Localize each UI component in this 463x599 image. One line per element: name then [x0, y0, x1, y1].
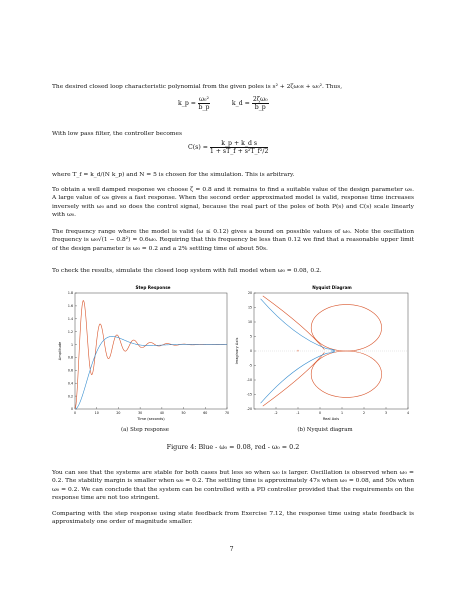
kp-denominator: b_p [198, 104, 210, 111]
cs-lhs: C(s) = [188, 144, 208, 151]
kd-lhs: k_d = [231, 100, 250, 107]
nyquist-y-tick-label: 15 [247, 305, 252, 310]
nyquist-critical-point: + [296, 349, 300, 354]
step-y-tick-label: 1.6 [67, 304, 73, 309]
step-y-tick-label: 0.2 [67, 394, 73, 399]
step-y-tick-label: 1.8 [67, 291, 73, 296]
cs-numerator: k_p + k_d s [210, 140, 269, 148]
nyquist-y-tick-label: 0 [249, 349, 252, 354]
step-x-tick-label: 60 [203, 411, 208, 415]
kd-numerator: 2ζω₀ [252, 96, 268, 103]
nyquist-x-tick-label: 0 [318, 411, 322, 415]
nyquist-x-tick-label: 1 [340, 411, 344, 415]
kp-fraction [198, 96, 210, 111]
paragraph-frequency: The frequency range where the model is valid (ω ≤ 0.12) gives a bound on possible values of ω₀. Note the oscillation frequency is ω₀√(1 − 0.8²) = 0.6ω₀. Requiring that this frequency be less than 0.12 we find that a reasonable upper limit of the design parameter is ω₀ = 0.2 and a 2% settling time of about 50s. [52, 229, 414, 252]
kp-numerator: ω₀² [198, 96, 209, 103]
nyquist-plot-title: Nyquist Diagram [312, 285, 352, 290]
step-x-tick-label: 50 [181, 411, 186, 415]
nyquist-x-tick-label: 4 [406, 411, 410, 415]
figure-caption: Figure 4: Blue - ω₀ = 0.08, red - ω₀ = 0.2 [166, 443, 300, 451]
paragraph-low-pass: With low pass filter, the controller becomes [52, 131, 183, 137]
step-x-tick-label: 10 [94, 411, 99, 415]
step-x-label: Time (seconds) [137, 417, 165, 421]
nyquist-plot [232, 281, 412, 421]
nyquist-y-tick-label: 10 [247, 320, 252, 325]
step-caption: (a) Step response [120, 427, 169, 433]
nyquist-caption: (b) Nyquist diagram [297, 427, 353, 433]
step-y-tick-label: 1.4 [67, 316, 73, 321]
kd-denominator: b_p [254, 104, 266, 111]
nyquist-x-tick-label: -1 [296, 411, 300, 415]
nyquist-y-tick-label: 5 [249, 334, 252, 339]
step-y-tick-label: 1 [70, 342, 73, 347]
nyquist-x-label: Real Axis [322, 417, 340, 421]
paragraph-stability: You can see that the systems are stable for both cases but less so when ω₀ is larger. Oscillation is observed when ω₀ = 0.2. The stability margin is smaller when ω₀ = 0.2. The settling time is approximately 47s when ω₀ = 0.08, and 50s when ω₀ = 0.2. We can conclude that the system can be controlled with a PD controller provided that the requirements on the response time are not too stringent. [52, 470, 414, 501]
step-y-label: Amplitude [58, 341, 62, 361]
paragraph-simulate: To check the results, simulate the closed loop system with full model when ω₀ = 0.08, 0.2. [52, 268, 322, 274]
nyquist-y-tick-label: -10 [246, 378, 252, 383]
nyquist-y-label: Imaginary Axis [235, 337, 239, 365]
step-x-tick-label: 0 [73, 411, 77, 415]
nyquist-y-tick-label: -5 [248, 363, 252, 368]
step-y-tick-label: 0.8 [67, 355, 73, 360]
cs-denominator: 1 + sT_f + s²T_f²/2 [209, 148, 269, 155]
step-y-tick-label: 0.4 [67, 381, 73, 386]
paragraph-damping: To obtain a well damped response we choose ζ = 0.8 and it remains to find a suitable value of the design parameter ω₀. A large value of ω₀ gives a fast response. When the second order approximated model is valid, response time increases inversely with ω₀ and so does the control signal, because the real part of the poles of both P(s) and C(s) scale linearly with ω₀. [52, 187, 414, 218]
step-x-tick-label: 70 [224, 411, 230, 415]
step-response-plot [55, 281, 230, 421]
page-number: 7 [229, 545, 234, 553]
paragraph-tf: where T_f = k_d/(N k_p) and N = 5 is chosen for the simulation. This is arbitrary. [52, 172, 295, 178]
equation-kp-kd [178, 96, 269, 111]
kd-fraction [252, 96, 269, 111]
step-y-tick-label: 0.6 [67, 368, 73, 373]
step-x-tick-label: 30 [138, 411, 143, 415]
nyquist-y-tick-label: -20 [246, 407, 252, 412]
step-x-tick-label: 40 [159, 411, 164, 415]
nyquist-y-tick-label: 20 [247, 291, 252, 296]
step-plot-title: Step Response [135, 285, 171, 290]
paragraph-comparison: Comparing with the step response using state feedback from Exercise 7.12, the response time using state feedback is approximately one order of magnitude smaller. [52, 511, 414, 526]
step-y-tick-label: 0 [70, 407, 73, 412]
nyquist-y-tick-label: -15 [246, 392, 252, 397]
nyquist-x-tick-label: -2 [274, 411, 278, 415]
step-y-tick-label: 1.2 [67, 329, 73, 334]
cs-fraction [210, 140, 269, 155]
kp-lhs: k_p = [178, 100, 196, 107]
equation-controller [188, 140, 268, 155]
nyquist-x-tick-label: 3 [384, 411, 388, 415]
nyquist-x-tick-label: 2 [362, 411, 366, 415]
step-x-tick-label: 20 [116, 411, 121, 415]
paragraph-poles: The desired closed loop characteristic polynomial from the given poles is s² + 2ζω₀s + ω₀². Thus, [52, 84, 343, 90]
